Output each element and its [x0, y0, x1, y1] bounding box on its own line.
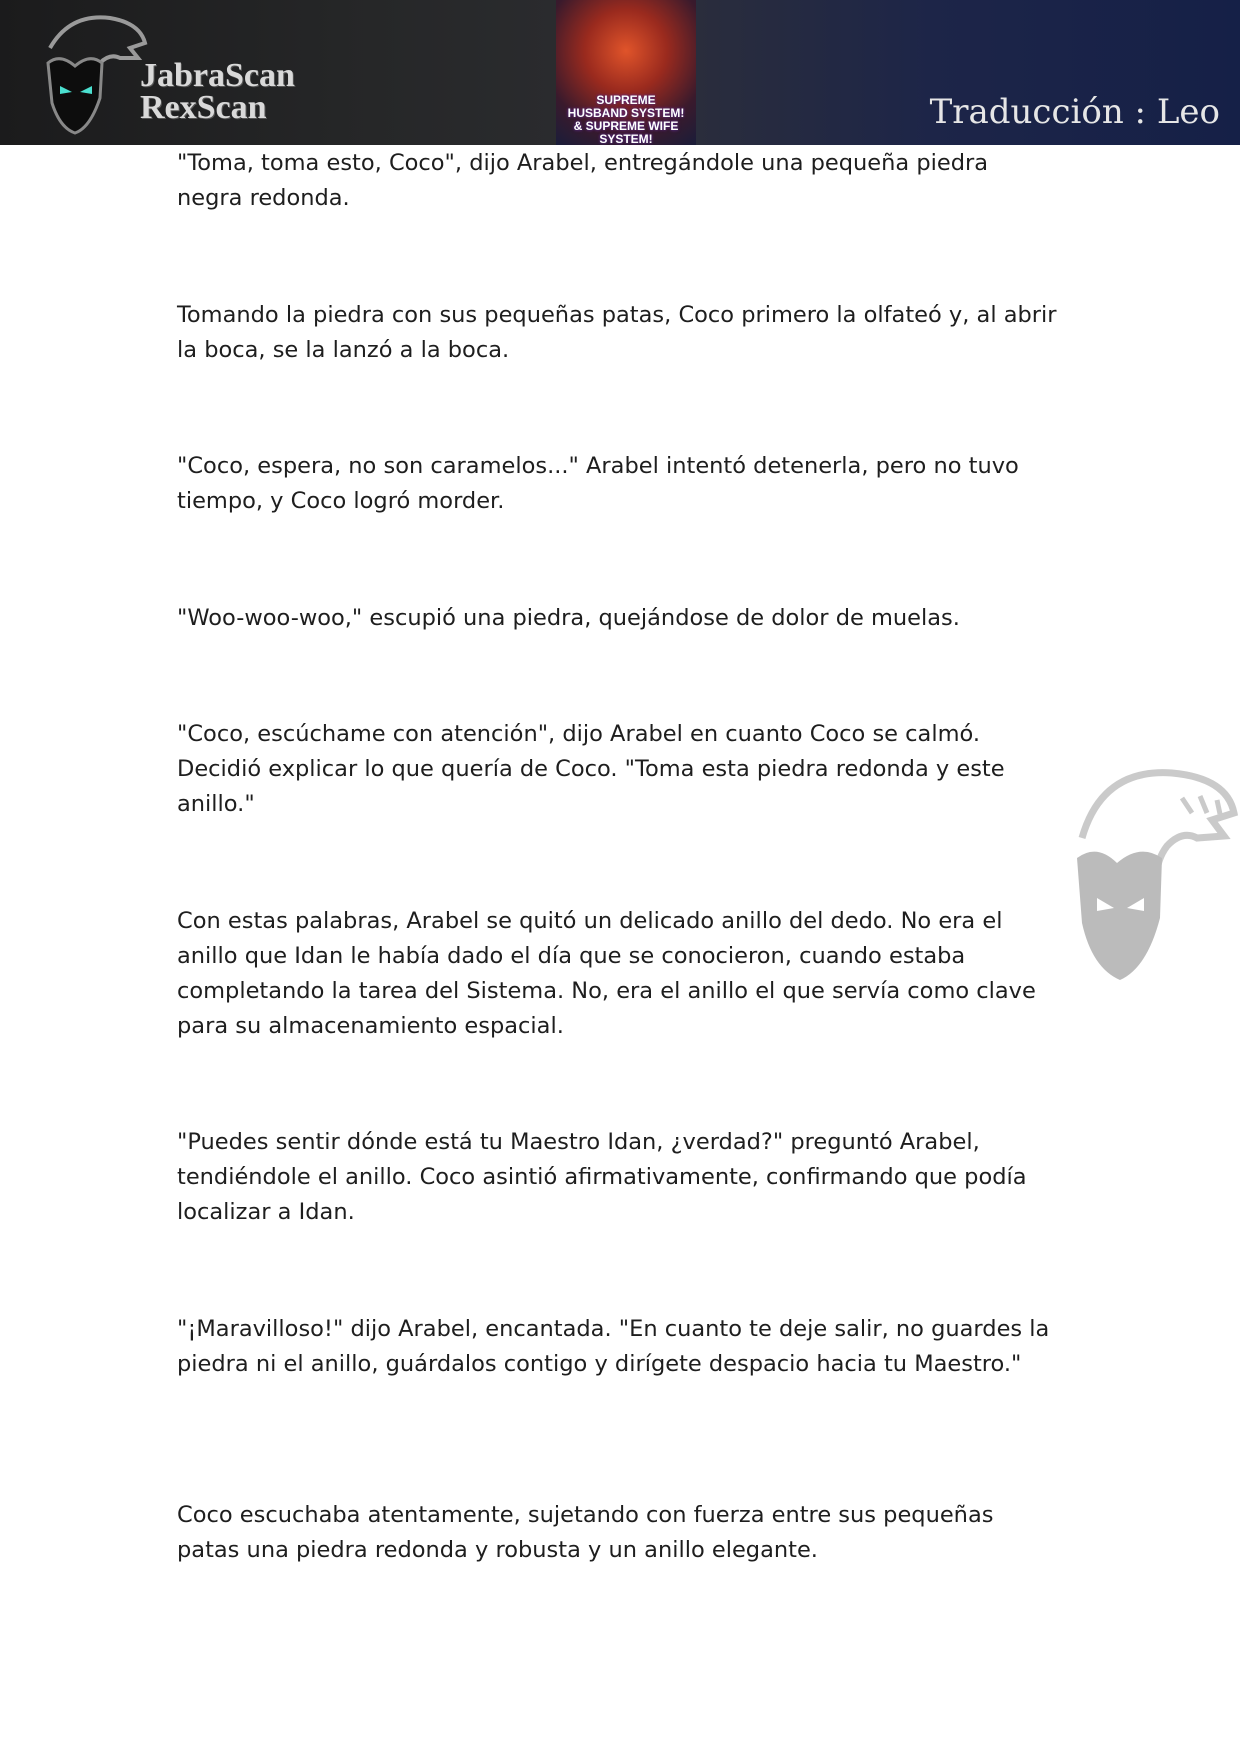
paragraph-1: "Toma, toma esto, Coco", dijo Arabel, entregándole una pequeña piedra negra redonda. [177, 150, 989, 211]
logo-line-1: JabraScan [140, 57, 295, 94]
paragraph-5: "Coco, escúchame con atención", dijo Arabel en cuanto Coco se calmó. Decidió explicar lo que quería de Coco. "Toma esta piedra redonda y este anillo." [177, 721, 1005, 817]
paragraph-4: "Woo-woo-woo," escupió una piedra, quejándose de dolor de muelas. [177, 605, 960, 631]
paragraph-7: "Puedes sentir dónde está tu Maestro Idan, ¿verdad?" preguntó Arabel, tendiéndole el anillo. Coco asintió afirmativamente, confirmando que podía localizar a Idan. [177, 1129, 1027, 1225]
translator-credit: Traducción : Leo [929, 92, 1220, 132]
paragraph-3: "Coco, espera, no son caramelos..." Arabel intentó detenerla, pero no tuvo tiempo, y Coco logró morder. [177, 453, 1019, 514]
header-banner [0, 0, 1240, 145]
paragraph-8: "¡Maravilloso!" dijo Arabel, encantada. "En cuanto te deje salir, no guardes la piedra ni el anillo, guárdalos contigo y dirígete despacio hacia tu Maestro." [177, 1316, 1050, 1377]
paragraph-6: Con estas palabras, Arabel se quitó un delicado anillo del dedo. No era el anillo que Idan le había dado el día que se conocieron, cuando estaba completando la tarea del Sistema. No, era el anillo el que servía como clave para su almacenamiento espacial. [177, 908, 1036, 1039]
dinosaur-watermark-icon [1062, 758, 1240, 988]
paragraph-9: Coco escuchaba atentamente, sujetando con fuerza entre sus pequeñas patas una piedra redonda y robusta y un anillo elegante. [177, 1502, 994, 1563]
paragraph-2: Tomando la piedra con sus pequeñas patas, Coco primero la olfateó y, al abrir la boca, se la lanzó a la boca. [177, 302, 1057, 363]
dinosaur-logo-icon [30, 8, 150, 138]
cover-title: SUPREME HUSBAND SYSTEM! & SUPREME WIFE SYSTEM! [567, 93, 685, 145]
site-logo-text [140, 57, 295, 126]
logo-line-2: RexScan [140, 89, 267, 126]
